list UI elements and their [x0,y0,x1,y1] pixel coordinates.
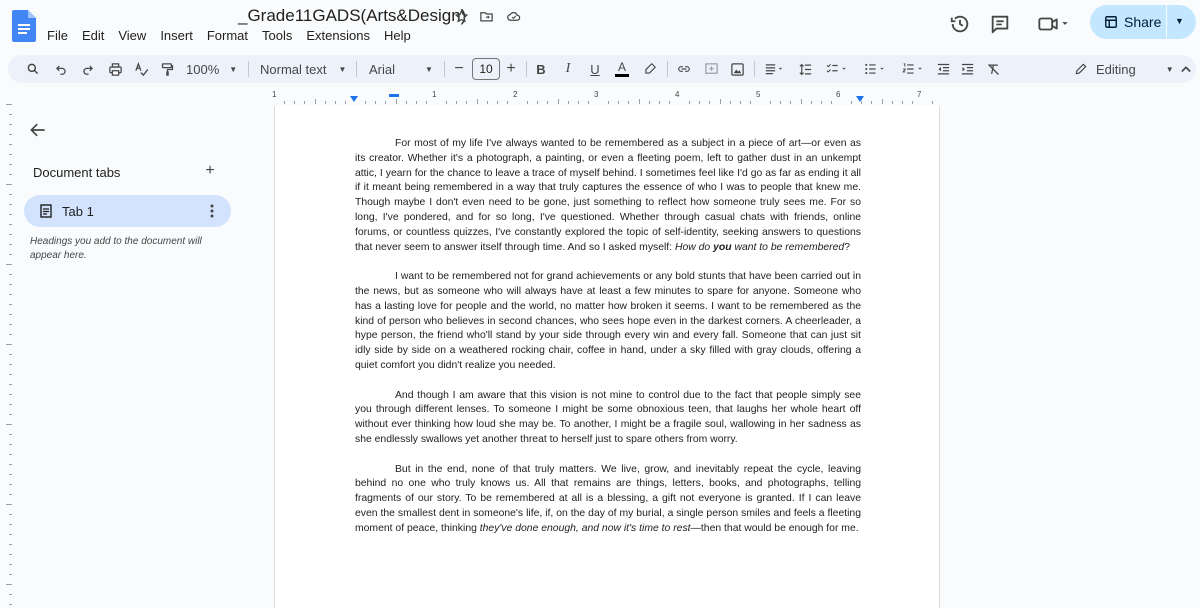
menu-tools[interactable]: Tools [262,28,293,43]
highlight-color-icon[interactable] [641,58,659,80]
toolbar [8,55,1196,83]
checklist-icon[interactable] [822,58,852,80]
menu-format[interactable]: Format [206,28,248,43]
right-indent-marker-icon[interactable] [856,96,864,102]
editing-mode-label: Editing [1096,61,1136,77]
meet-video-icon[interactable] [1036,12,1072,36]
editing-mode-dropdown-icon: ▼ [1165,64,1174,74]
zoom-dropdown-icon: ▼ [229,64,238,74]
search-menus-icon[interactable] [24,58,42,80]
toolbar-divider [667,61,668,77]
arrow-back-icon[interactable] [28,120,48,140]
pencil-icon [1074,62,1088,76]
move-folder-icon[interactable] [477,7,495,25]
ruler-number: 7 [917,90,922,99]
toolbar-divider [444,61,445,77]
undo-icon[interactable] [52,58,70,80]
font-dropdown-icon: ▼ [425,64,433,74]
question-emphasis: you [713,241,732,253]
paragraph-text: But in the end, none of that truly matters. We live, grow, and inevitably repeat the cycle, leaving behind no one who truly knows us. All that remains are things, letters, books, and photographs, telling fragments of our story. To be remembered at all is a blessing, a gift not everyone is granted. If I can leave even the smallest dent in someone's life, if, on the day of my burial, a single person smiles and feels a fleeting moment of peace, thinking [355,463,861,534]
text-color-label: A [617,60,626,74]
add-comment-icon[interactable] [702,58,720,80]
editing-mode-select[interactable] [1074,58,1174,80]
bulleted-list-icon[interactable] [860,58,890,80]
zoom-select[interactable] [186,58,238,80]
tab-label: Tab 1 [62,204,94,219]
document-tab-icon [40,204,52,218]
first-line-indent-marker[interactable] [389,94,399,97]
line-spacing-icon[interactable] [796,58,814,80]
menu-help[interactable]: Help [383,28,411,43]
vertical-ruler[interactable] [0,104,12,608]
cloud-saved-icon[interactable] [505,7,523,25]
paragraph-text: —then that would be enough for me. [690,522,859,534]
increase-indent-icon[interactable] [958,58,976,80]
decrease-indent-icon[interactable] [934,58,952,80]
comments-icon[interactable] [988,12,1012,36]
share-dropdown-icon[interactable]: ▼ [1175,16,1184,26]
bold-button[interactable]: B [536,61,546,77]
ruler-number: 4 [675,90,680,99]
document-outline-sidebar [12,108,252,308]
tab-item-tab-1[interactable] [24,195,231,227]
document-page[interactable] [274,106,940,608]
lock-share-icon [1104,15,1118,29]
underline-button[interactable]: U [590,61,600,77]
paragraph[interactable] [355,137,861,255]
header [0,0,1200,50]
menu-insert[interactable]: Insert [160,28,193,43]
ruler-number: 1 [272,90,277,99]
insert-link-icon[interactable] [674,58,694,80]
document-tabs-heading: Document tabs [33,165,121,180]
decrease-font-size-icon[interactable]: − [454,60,464,77]
ruler-number: 3 [594,90,599,99]
ruler-number: 5 [756,90,761,99]
menu-view[interactable]: View [118,28,147,43]
spellcheck-icon[interactable] [132,58,150,80]
ruler-number: 2 [513,90,518,99]
question-part: How do [674,241,714,253]
share-button[interactable] [1090,5,1196,39]
text-color-button[interactable] [614,58,630,80]
menu-bar [40,27,418,44]
font-select[interactable] [369,58,435,80]
more-options-icon[interactable] [210,203,214,219]
document-title[interactable]: _Grade11GADS(Arts&Design) [238,6,467,25]
star-icon[interactable] [452,7,470,25]
redo-icon[interactable] [79,58,97,80]
style-select[interactable] [260,58,346,80]
menu-file[interactable]: File [47,28,68,43]
style-dropdown-icon: ▼ [338,64,347,74]
toolbar-divider [754,61,755,77]
italic-text: they've done enough, and now it's time to rest [479,522,691,534]
style-value: Normal text [260,61,327,77]
text-color-swatch [615,74,629,77]
paragraph[interactable]: I want to be remembered not for grand achievements or any bold stunts that have been carried out in the news, but as someone who will always have at least a few minutes to spare for anyone. Someone who has a lasting love for people and the world, no matter how broken it seems. I want to be remembered as the kind of person who believes in second chances, who sees hope even in the darkest corners. A cheerleader, a hype person, the friend who'll stand by your side through every win and every fall. Someone that can just sit idly side by side on a weathered rocking chair, coffee in hand, under a sky filled with gray clouds, offering a quiet comfort you didn't realize you needed. [355,271,861,371]
numbered-list-icon[interactable] [898,58,928,80]
paragraph-text: For most of my life I've always wanted to be remembered as a subject in a piece of art—or even as its creator. Whether it's a photograph, a painting, or even a fleeting poem, left to gather dust in an unkempt attic, I yearn for the chance to leave a trace of myself behind. I sometimes feel like I'd go as far as ending it all if it meant being remembered in a way that truly captures the essence of who I was to people that knew me. Though maybe I don't even need to be gone, just something to reflect how someone truly sees me. For so long, I've pondered, and for so long, I've questioned. Whether through casual chats with friends, online forums, or countless quizzes, I've constantly explored the topic of self-identity, seeking answers to questions that never seem to answer itself through time. And so I asked myself: [355,138,861,253]
font-value: Arial [369,61,396,77]
question-mark: ? [844,241,850,253]
left-indent-marker-icon[interactable] [350,96,358,102]
menu-edit[interactable]: Edit [81,28,105,43]
ruler-number: 6 [836,90,841,99]
toolbar-divider [248,61,249,77]
toolbar-divider [356,61,357,77]
clear-formatting-icon[interactable] [984,58,1002,80]
menu-extensions[interactable]: Extensions [306,28,370,43]
document-body[interactable] [355,137,861,551]
insert-image-icon[interactable] [728,58,746,80]
align-left-icon[interactable] [760,58,788,80]
share-divider [1166,5,1167,39]
font-size-input[interactable]: 10 [472,58,500,80]
add-tab-icon[interactable]: + [205,162,215,179]
zoom-value: 100% [186,61,220,77]
italic-button[interactable]: I [565,61,571,76]
print-icon[interactable] [106,58,124,80]
question-part: want to be remembered [731,241,845,253]
version-history-icon[interactable] [948,12,972,36]
collapse-menus-icon[interactable] [1180,58,1192,80]
toolbar-divider [526,61,527,77]
ruler-number: 1 [432,90,437,99]
paint-format-icon[interactable] [158,58,176,80]
horizontal-ruler[interactable] [274,90,940,104]
outline-hint-text: Headings you add to the document will appear here. [30,236,202,261]
question-text [675,242,844,253]
paragraph[interactable] [355,463,861,537]
docs-logo-icon[interactable] [12,10,36,42]
share-label: Share [1124,14,1162,30]
paragraph[interactable]: And though I am aware that this vision is not mine to control due to the fact that people simply see you through different lenses. To someone I might be some obnoxious teen, that laughs her whole heart off without ever thinking how loud she may be. To another, I might be a fragile soul, wallowing in her sadness as she endlessly swallows yet another threat to herself just to spare others from worry. [355,389,861,445]
increase-font-size-icon[interactable]: + [506,60,516,77]
